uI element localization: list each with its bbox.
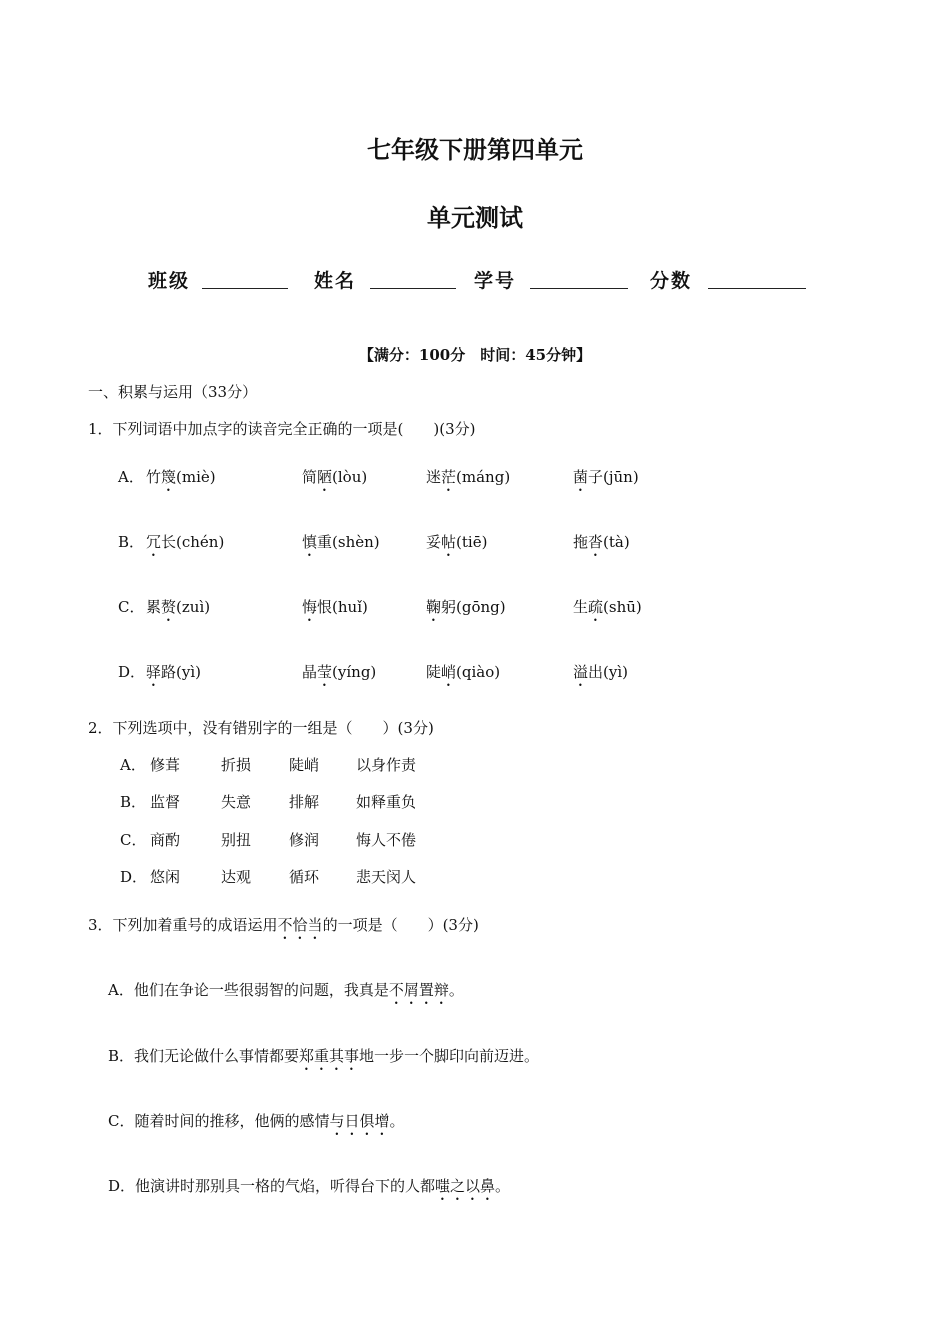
- page-title: 七年级下册第四单元: [367, 136, 583, 164]
- q1-option-a-word-3: 迷茫(máng): [426, 468, 511, 486]
- name-blank[interactable]: [370, 288, 456, 289]
- q1-option-d-letter: D．: [118, 663, 146, 681]
- q2-option-c-word-2: 别扭: [221, 831, 252, 849]
- exam-info: 【满分：100分 时间：45分钟】: [358, 346, 592, 364]
- q1-option-c-word-2: 悔恨(huǐ): [302, 598, 368, 616]
- q2-option-b-letter: B．: [120, 793, 147, 811]
- q2-option-c-letter: C．: [120, 831, 147, 849]
- q2-option-d-letter: D．: [120, 868, 148, 886]
- q2-option-a-word-2: 折损: [221, 756, 252, 774]
- q2-option-c-word-3: 修润: [289, 831, 320, 849]
- student-number-blank[interactable]: [530, 288, 628, 289]
- q3-option-c: C．随着时间的推移，他俩的感情与日俱增。: [108, 1112, 405, 1130]
- q2-option-d-word-1: 悠闲: [150, 868, 181, 886]
- class-blank[interactable]: [202, 288, 288, 289]
- question-2-stem: 2．下列选项中，没有错别字的一组是（ ）(3分): [88, 719, 434, 737]
- q1-option-b-word-2: 慎重(shèn): [302, 533, 380, 551]
- question-3-stem: 3．下列加着重号的成语运用不恰当的一项是（ ）(3分): [88, 916, 479, 934]
- q2-option-b-word-2: 失意: [221, 793, 252, 811]
- q2-option-b-word-3: 排解: [289, 793, 320, 811]
- q3-option-d: D．他演讲时那别具一格的气焰，听得台下的人都嗤之以鼻。: [108, 1177, 511, 1195]
- score-blank[interactable]: [708, 288, 806, 289]
- q2-option-a-word-4: 以身作责: [356, 756, 417, 774]
- class-label: 班级: [148, 270, 191, 292]
- q1-option-d-word-4: 溢出(yì): [573, 663, 628, 681]
- q2-option-d-word-3: 循环: [289, 868, 320, 886]
- page-subtitle: 单元测试: [427, 204, 523, 232]
- student-info-fields: [148, 266, 828, 296]
- q2-option-b-word-1: 监督: [150, 793, 181, 811]
- q1-option-c-word-1: 累赘(zuì): [146, 598, 211, 616]
- q2-option-a-letter: A．: [120, 756, 146, 774]
- question-1-stem: 1．下列词语中加点字的读音完全正确的一项是( )(3分): [88, 420, 476, 438]
- score-label: 分数: [650, 270, 693, 292]
- q1-option-b-letter: B．: [118, 533, 145, 551]
- q2-option-c-word-4: 悔人不倦: [356, 831, 417, 849]
- student-number-label: 学号: [474, 270, 517, 292]
- q1-option-c-word-3: 鞠躬(gōng): [426, 598, 506, 616]
- q1-option-b-word-3: 妥帖(tiē): [426, 533, 488, 551]
- q1-option-c-word-4: 生疏(shū): [573, 598, 642, 616]
- q1-option-c-letter: C．: [118, 598, 145, 616]
- q1-option-a-word-1: 竹篾(miè): [146, 468, 216, 486]
- q1-option-a-word-4: 菌子(jūn): [573, 468, 639, 486]
- name-label: 姓名: [314, 270, 357, 292]
- q3-option-b: B．我们无论做什么事情都要郑重其事地一步一个脚印向前迈进。: [108, 1047, 540, 1065]
- q2-option-d-word-4: 悲天闵人: [356, 868, 417, 886]
- q2-option-b-word-4: 如释重负: [356, 793, 417, 811]
- q1-option-d-word-3: 陡峭(qiào): [426, 663, 501, 681]
- q2-option-c-word-1: 商酌: [150, 831, 181, 849]
- q1-option-a-word-2: 简陋(lòu): [302, 468, 368, 486]
- q1-option-b-word-1: 冗长(chén): [146, 533, 225, 551]
- q2-option-a-word-3: 陡峭: [289, 756, 320, 774]
- q3-option-a: A．他们在争论一些很弱智的问题，我真是不屑置辩。: [108, 981, 464, 999]
- q1-option-d-word-2: 晶莹(yíng): [302, 663, 377, 681]
- q1-option-d-word-1: 驿路(yì): [146, 663, 201, 681]
- q2-option-d-word-2: 达观: [221, 868, 252, 886]
- section-heading: 一、积累与运用（33分）: [88, 383, 258, 401]
- q1-option-a-letter: A．: [118, 468, 144, 486]
- q2-option-a-word-1: 修葺: [150, 756, 181, 774]
- q1-option-b-word-4: 拖沓(tà): [573, 533, 630, 551]
